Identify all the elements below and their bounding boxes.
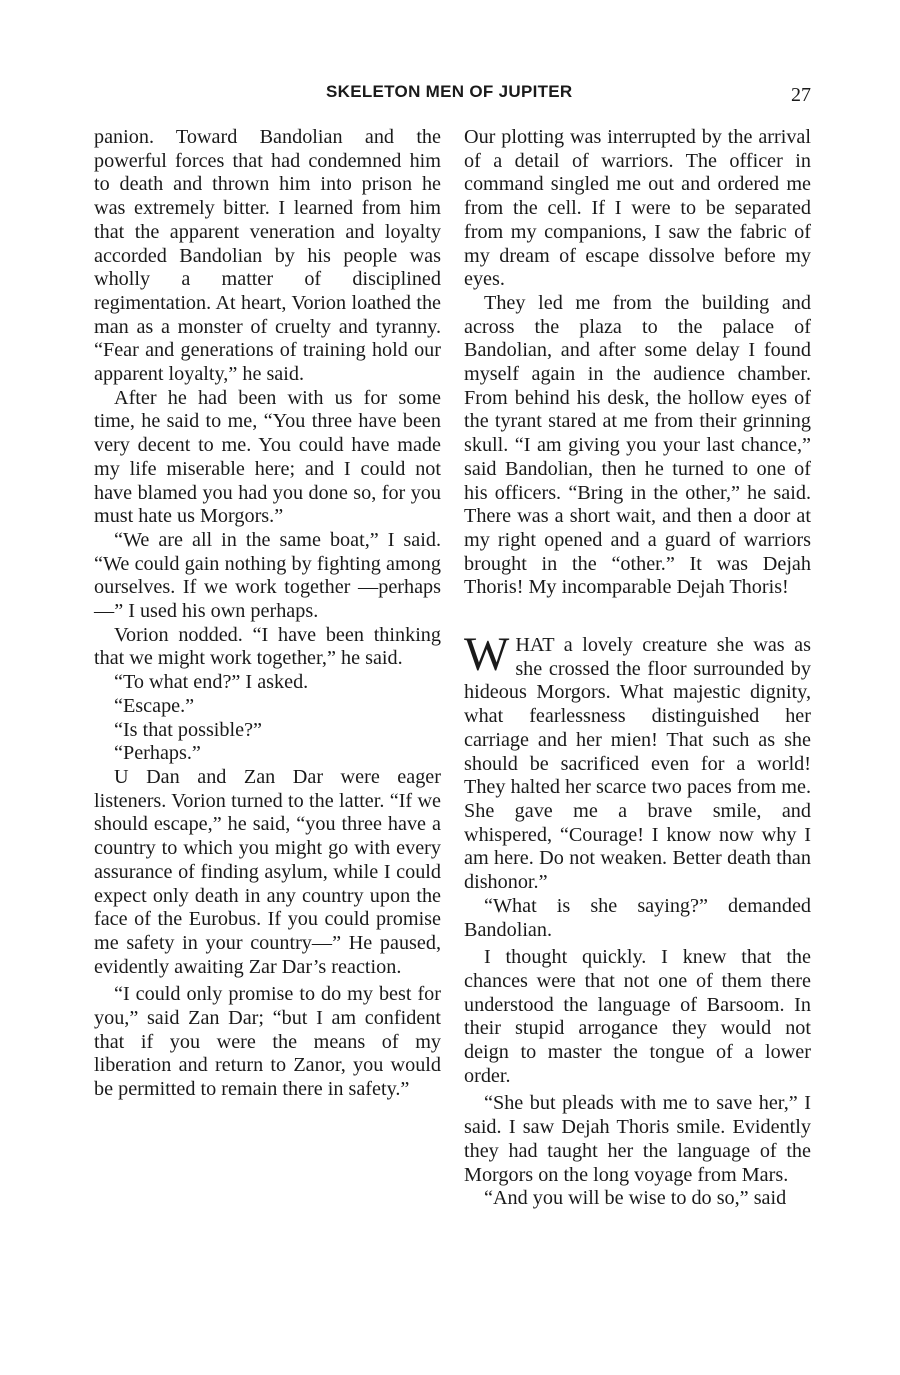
left-column [94, 126, 441, 1102]
paragraph: “We are all in the same boat,” I said. “We could gain nothing by fighting among ourselves. If we work together —perhaps—” I used his own perhaps. [94, 528, 441, 623]
section-break [464, 600, 811, 634]
paragraph: “What is she saying?” demanded Bandolian. [464, 894, 811, 941]
paragraph: “I could only promise to do my best for you,” said Zan Dar; “but I am confident that if you were the means of my liberation and return to Zanor, you would be permitted to remain there in safety.” [94, 983, 441, 1101]
page-number: 27 [791, 84, 811, 106]
paragraph: panion. Toward Bandolian and the powerful forces that had condemned him to death and thrown him into prison he was extremely bitter. I learned from him that the apparent veneration and loyalty accorded Bandolian by his people was wholly a matter of disciplined regimentation. At heart, Vorion loathed the man as a monster of cruelty and tyranny. “Fear and generations of training hold our apparent loyalty,” he said. [94, 126, 441, 386]
paragraph: “Is that possible?” [114, 718, 262, 741]
drop-cap: W [464, 628, 510, 682]
paragraph: “To what end?” I asked. [114, 671, 309, 694]
paragraph: U Dan and Zan Dar were eager listeners. Vorion turned to the latter. “If we should escape,” he said, “you three have a country to which you might go with every assurance of finding asylum, while I could expect only death in any country upon the face of the Eurobus. If you could promise me safety in your country—” He paused, evidently awaiting Zar Dar’s reaction. [94, 765, 441, 978]
paragraph: Our plotting was interrupted by the arrival of a detail of warriors. The officer in command singled me out and ordered me from the cell. If I were to be separated from my companions, I saw the fabric of my dream of escape dissolve before my eyes. [464, 126, 811, 291]
dropcap-paragraph [464, 628, 811, 895]
paragraph: “And you will be wise to do so,” said [484, 1187, 787, 1210]
right-column [464, 126, 811, 1211]
paragraph: They led me from the building and across the plaza to the palace of Bandolian, and after some delay I found myself again in the audience chamber. From behind his desk, the hollow eyes of the tyrant stared at me from their grinning skull. “I am giving you your last chance,” said Bandolian, then he turned to one of his officers. “Bring in the other,” he said. There was a short wait, and then a door at my right opened and a guard of warriors brought in the “other.” It was Dejah Thoris! My incomparable Dejah Thoris! [464, 291, 811, 599]
dropcap-paragraph-text: HAT a lovely creature she was as she crossed the floor surrounded by hideous Morgors. What majestic dignity, what fearlessness distinguished her carriage and her mien! That such as she should be sacrificed even for a world! They halted her scarce two paces from me. She gave me a brave smile, and whispered, “Courage! I know now why I am here. Do not weaken. Better death than dishonor.” [464, 634, 811, 894]
running-head [0, 82, 900, 110]
running-title: SKELETON MEN OF JUPITER [326, 82, 573, 101]
paragraph: After he had been with us for some time, he said to me, “You three have been very decent to me. You could have made my life miserable here; and I could not have blamed you had you done so, for you must hate us Morgors.” [94, 386, 441, 528]
paragraph: “She but pleads with me to save her,” I said. I saw Dejah Thoris smile. Evidently they had taught her the language of the Morgors on the long voyage from Mars. [464, 1092, 811, 1186]
paragraph: “Escape.” [114, 694, 195, 717]
paragraph: I thought quickly. I knew that the chances were that not one of them there understood the language of Barsoom. In their stupid arrogance they would not deign to master the tongue of a lower order. [464, 946, 811, 1087]
paragraph: Vorion nodded. “I have been thinking that we might work together,” he said. [94, 623, 441, 670]
paragraph: “Perhaps.” [114, 742, 201, 765]
